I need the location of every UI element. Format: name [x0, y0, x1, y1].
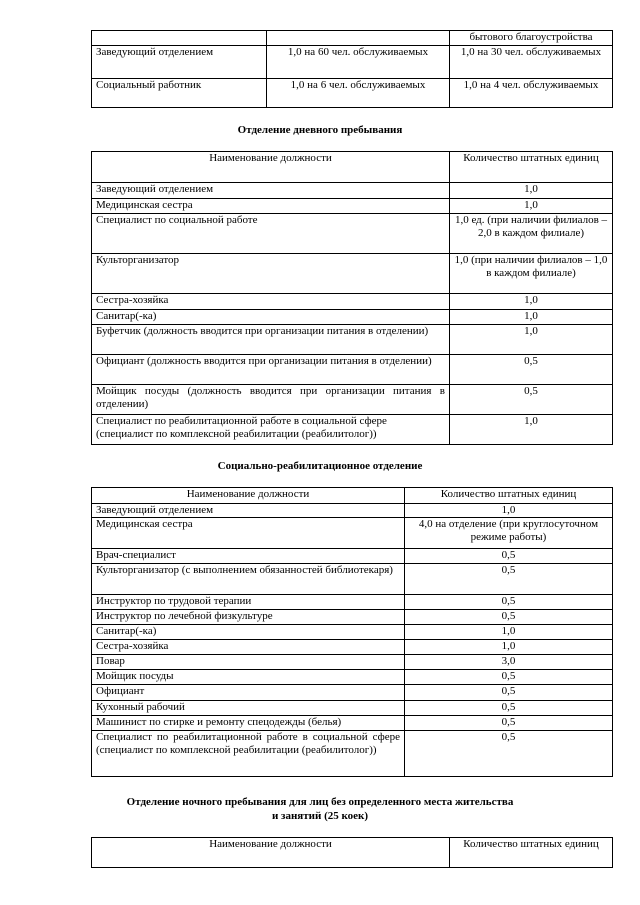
table-row	[92, 716, 613, 731]
position-name: Буфетчик (должность вводится при организации питания в отделении)	[92, 325, 450, 355]
table-cell: 1,0 на 4 чел. обслуживаемых	[450, 79, 613, 108]
position-name: Мойщик посуды (должность вводится при организации питания в отделении)	[92, 385, 450, 415]
position-count: 1,0	[405, 640, 613, 655]
table-cell	[267, 31, 450, 46]
table-row	[92, 214, 613, 254]
table-cell: бытового благоустройства	[450, 31, 613, 46]
position-count: 0,5	[450, 385, 613, 415]
table-row	[92, 325, 613, 355]
table-row	[92, 625, 613, 640]
table-row	[92, 199, 613, 214]
column-header: Количество штатных единиц	[405, 488, 613, 504]
table-row	[92, 310, 613, 325]
position-name: Санитар(-ка)	[92, 625, 405, 640]
table-header-row	[92, 838, 613, 868]
position-name: Врач-специалист	[92, 549, 405, 564]
table-row	[92, 385, 613, 415]
table-row	[92, 701, 613, 716]
position-count: 0,5	[405, 670, 613, 685]
table-header-row	[92, 488, 613, 504]
table-row	[92, 504, 613, 518]
section-title: Социально-реабилитационное отделение	[217, 460, 423, 472]
position-name: Специалист по реабилитационной работе в социальной сфере (специалист по комплексной реабилитации (реабилитолог))	[92, 415, 450, 445]
column-header: Наименование должности	[92, 488, 405, 504]
position-count: 1,0	[405, 504, 613, 518]
position-name: Специалист по социальной работе	[92, 214, 450, 254]
position-count: 1,0	[450, 325, 613, 355]
position-name: Медицинская сестра	[92, 518, 405, 549]
position-name: Инструктор по лечебной физкультуре	[92, 610, 405, 625]
position-name: Официант (должность вводится при организации питания в отделении)	[92, 355, 450, 385]
position-count: 1,0 ед. (при наличии филиалов – 2,0 в каждом филиале)	[450, 214, 613, 254]
table-cell: 1,0 на 60 чел. обслуживаемых	[267, 46, 450, 79]
position-count: 0,5	[405, 564, 613, 595]
position-count: 1,0	[450, 183, 613, 199]
table-row	[92, 183, 613, 199]
table-row	[92, 294, 613, 310]
position-count: 3,0	[405, 655, 613, 670]
table-cell: 1,0 на 30 чел. обслуживаемых	[450, 46, 613, 79]
section-title: Отделение дневного пребывания	[237, 124, 403, 136]
position-count: 0,5	[405, 731, 613, 777]
position-name: Инструктор по трудовой терапии	[92, 595, 405, 610]
position-count: 1,0	[450, 310, 613, 325]
section-title-line-1: Отделение ночного пребывания для лиц без определенного места жительства	[126, 796, 514, 808]
position-count: 4,0 на отделение (при круглосуточном режиме работы)	[405, 518, 613, 549]
table-row	[92, 254, 613, 294]
staff-table	[91, 837, 613, 868]
table-row	[92, 518, 613, 549]
position-name: Официант	[92, 685, 405, 701]
column-header: Количество штатных единиц	[450, 838, 613, 868]
position-name: Санитар(-ка)	[92, 310, 450, 325]
table-row	[92, 564, 613, 595]
table-row	[92, 79, 613, 108]
position-count: 1,0	[450, 294, 613, 310]
table-cell	[92, 31, 267, 46]
column-header: Наименование должности	[92, 838, 450, 868]
top-table	[91, 30, 613, 108]
position-count: 1,0	[405, 625, 613, 640]
position-count: 0,5	[405, 685, 613, 701]
table-row	[92, 415, 613, 445]
position-count: 0,5	[405, 701, 613, 716]
table-cell: Социальный работник	[92, 79, 267, 108]
table-cell: 1,0 на 6 чел. обслуживаемых	[267, 79, 450, 108]
table-row	[92, 31, 613, 46]
position-name: Кухонный рабочий	[92, 701, 405, 716]
position-count: 0,5	[450, 355, 613, 385]
column-header: Количество штатных единиц	[450, 152, 613, 183]
table-row	[92, 46, 613, 79]
position-name: Культорганизатор (с выполнением обязанностей библиотекаря)	[92, 564, 405, 595]
table-header-row	[92, 152, 613, 183]
table-row	[92, 685, 613, 701]
section-title-line-2: и занятий (25 коек)	[271, 810, 369, 822]
table-row	[92, 355, 613, 385]
position-name: Мойщик посуды	[92, 670, 405, 685]
position-count: 1,0	[450, 199, 613, 214]
position-name: Сестра-хозяйка	[92, 640, 405, 655]
staff-table	[91, 487, 613, 777]
position-name: Специалист по реабилитационной работе в социальной сфере (специалист по комплексной реабилитации (реабилитолог))	[92, 731, 405, 777]
position-count: 1,0 (при наличии филиалов – 1,0 в каждом филиале)	[450, 254, 613, 294]
table-row	[92, 595, 613, 610]
table-cell: Заведующий отделением	[92, 46, 267, 79]
position-count: 0,5	[405, 549, 613, 564]
table-row	[92, 549, 613, 564]
table-row	[92, 655, 613, 670]
table-row	[92, 670, 613, 685]
table-row	[92, 610, 613, 625]
position-name: Заведующий отделением	[92, 183, 450, 199]
position-count: 0,5	[405, 595, 613, 610]
position-name: Повар	[92, 655, 405, 670]
staff-table	[91, 151, 613, 445]
position-name: Медицинская сестра	[92, 199, 450, 214]
position-name: Машинист по стирке и ремонту спецодежды (белья)	[92, 716, 405, 731]
position-count: 1,0	[450, 415, 613, 445]
table-row	[92, 640, 613, 655]
position-name: Заведующий отделением	[92, 504, 405, 518]
position-name: Культорганизатор	[92, 254, 450, 294]
column-header: Наименование должности	[92, 152, 450, 183]
table-row	[92, 731, 613, 777]
position-count: 0,5	[405, 716, 613, 731]
position-name: Сестра-хозяйка	[92, 294, 450, 310]
position-count: 0,5	[405, 610, 613, 625]
